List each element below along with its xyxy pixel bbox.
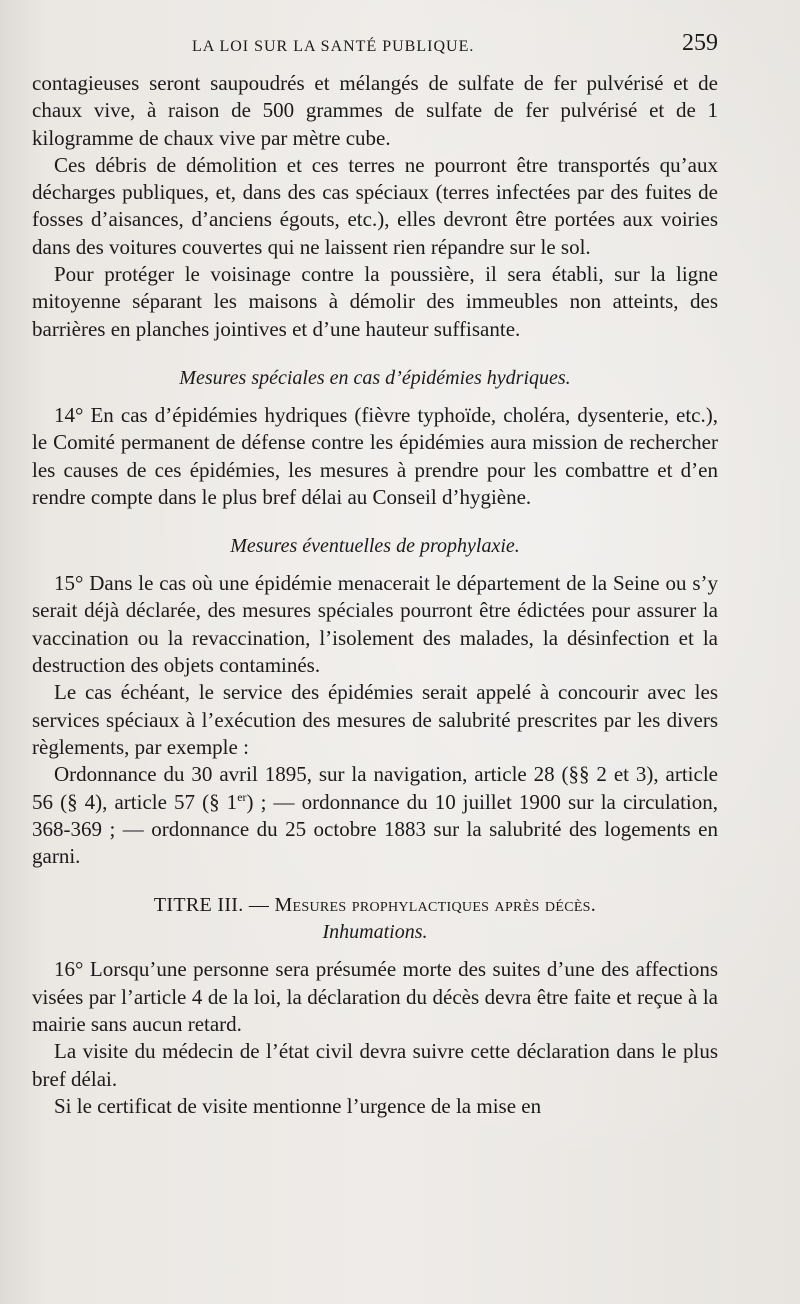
ordinances-superscript: er: [237, 789, 247, 804]
page-number: 259: [682, 30, 718, 56]
page-header: [32, 30, 718, 64]
paragraph-article-16: 16° Lorsqu’une personne sera présumée morte des suites d’une des affections visées par l’article 4 de la loi, la déclaration du décès devra être faite et reçue à la mairie sans aucun retard.: [32, 957, 718, 1037]
section-heading-hydric-epidemics: Mesures spéciales en cas d’épidémies hydriques.: [179, 366, 571, 389]
ordinances-text-b: ) ; — ordonnance du 10 juillet 1900 sur la circulation, 368-369 ; — ordonnance du 25 octobre 1883 sur la salubrité des logements en garni.: [32, 789, 718, 869]
paragraph-demolition-debris: Ces débris de démolition et ces terres ne pourront être transportés qu’aux décharges publiques, et, dans des cas spéciaux (terres infectées par des fuites de fosses d’aisances, d’anciens égouts, etc.), elles devront être portées aux voiries dans des voitures couvertes qui ne laissent rien répandre sur le sol.: [32, 152, 718, 259]
body-text: [32, 70, 718, 1120]
paragraph-civil-doctor-visit: La visite du médecin de l’état civil devra suivre cette déclaration dans le plus bref délai.: [32, 1039, 718, 1091]
title-prefix: TITRE III. —: [153, 894, 275, 917]
paragraph-epidemic-service: Le cas échéant, le service des épidémies serait appelé à concourir avec les services spéciaux à l’exécution des mesures de salubrité prescrites par les divers règlements, par exemple :: [32, 680, 718, 759]
paragraph-article-15: 15° Dans le cas où une épidémie menacerait le département de la Seine ou s’y serait déjà déclarée, des mesures spéciales pourront être édictées pour assurer la vaccination ou la revaccination, l’isolement des malades, la désinfection et la destruction des objets contaminés.: [32, 571, 718, 678]
ordinances-text-a: Ordonnance du 30 avril 1895, sur la navigation, article 28 (§§ 2 et 3), article 56 (§ 4), article 57 (§ 1: [32, 762, 718, 814]
title-iii-heading: [32, 892, 718, 919]
running-title: LA LOI SUR LA SANTÉ PUBLIQUE.: [192, 38, 475, 55]
section-heading-prophylaxis: Mesures éventuelles de prophylaxie.: [230, 535, 520, 558]
paragraph-article-14: 14° En cas d’épidémies hydriques (fièvre typhoïde, choléra, dysenterie, etc.), le Comité permanent de défense contre les épidémies aura mission de rechercher les causes de ces épidémies, les mesures à prendre pour les combattre et d’en rendre compte dans le plus bref délai au Conseil d’hygiène.: [32, 402, 718, 509]
section-heading-burials: Inhumations.: [322, 921, 428, 944]
paragraph-dust-protection: Pour protéger le voisinage contre la poussière, il sera établi, sur la ligne mitoyenne séparant les maisons à démolir des immeubles non atteints, des barrières en planches jointives et d’une hauteur suffisante.: [32, 262, 718, 341]
paragraph-visit-certificate: Si le certificat de visite mentionne l’urgence de la mise en: [54, 1093, 542, 1118]
paragraph-ordinances: [32, 761, 718, 870]
title-rest: Mesures prophylactiques après décès.: [274, 894, 597, 917]
paragraph-continuation: contagieuses seront saupoudrés et mélangés de sulfate de fer pulvérisé et de chaux vive, à raison de 500 grammes de sulfate de fer pulvérisé et de 1 kilogramme de chaux vive par mètre cube.: [32, 71, 718, 150]
